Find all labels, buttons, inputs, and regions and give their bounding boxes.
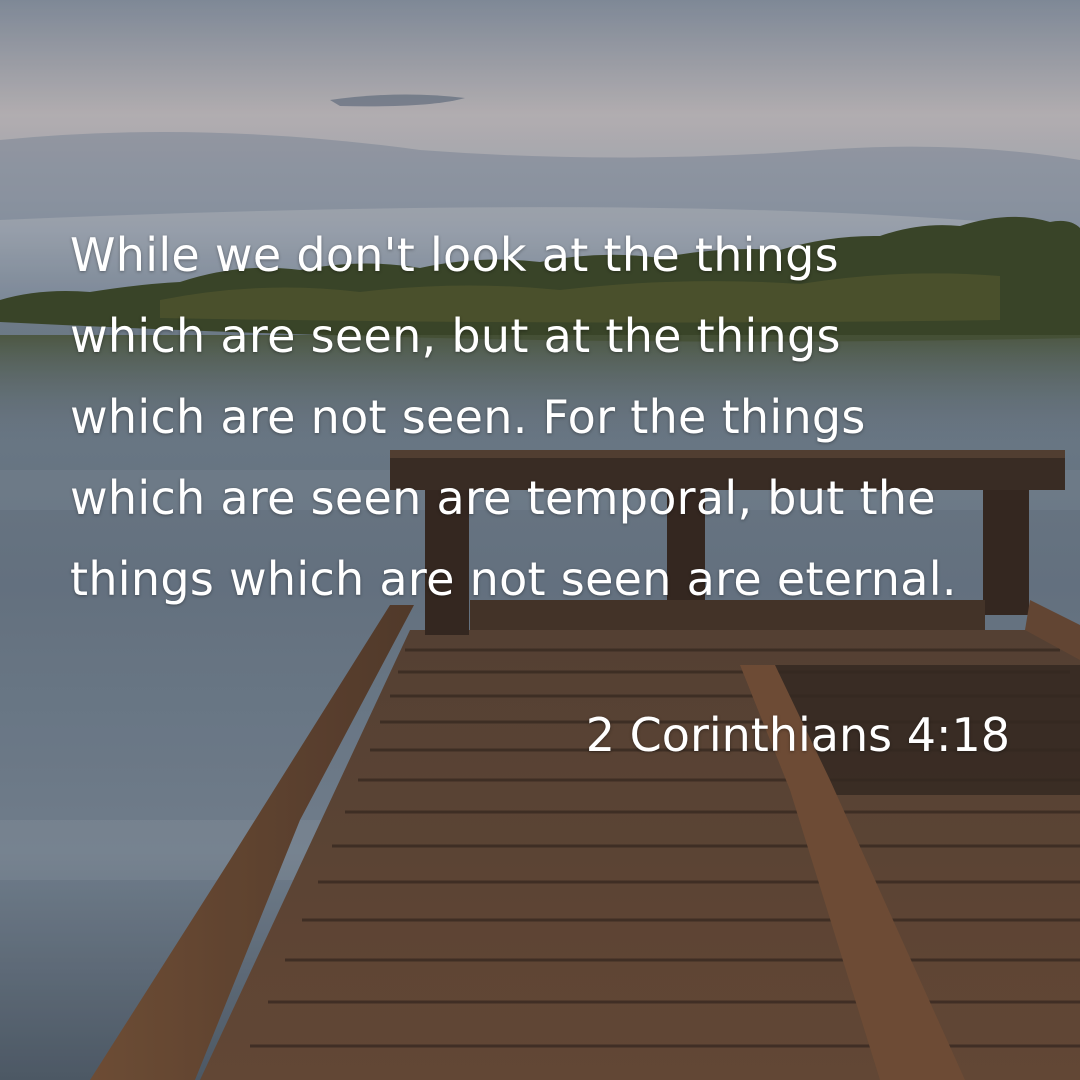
verse-text: While we don't look at the things which are seen, but at the things which are not seen. For the things which are seen are temporal, but the things which are not seen are eternal.: [70, 228, 957, 606]
verse-reference: 2 Corinthians 4:18: [585, 708, 1010, 762]
